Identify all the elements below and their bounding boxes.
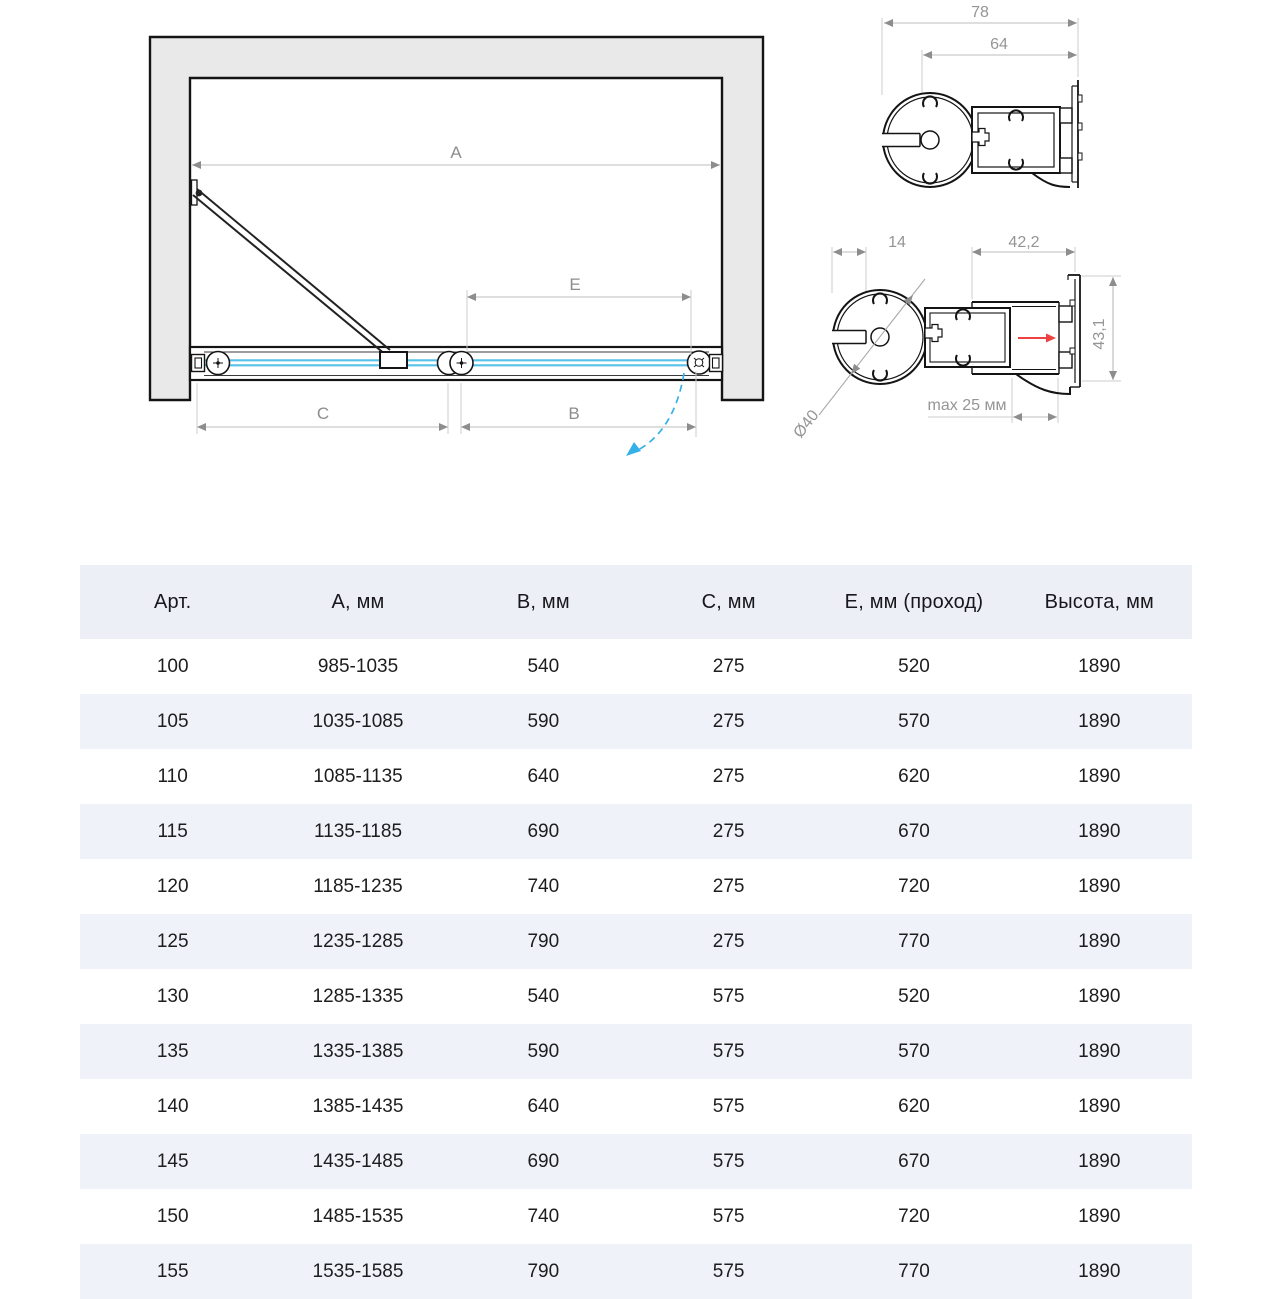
cell-e-mm: 620 xyxy=(898,765,930,787)
cell-art: 100 xyxy=(156,655,189,677)
technical-drawing xyxy=(0,0,1270,540)
dim-label-c: C xyxy=(316,404,330,423)
cell-a-mm: 985-1035 xyxy=(317,655,399,677)
cell-height-mm: 1890 xyxy=(1078,710,1121,732)
column-header-art: Арт. xyxy=(154,590,192,613)
tube-profile-bottom xyxy=(829,290,927,384)
rail-end-bracket-left xyxy=(192,355,205,372)
detail-section-bottom xyxy=(790,234,1121,441)
brace-bar xyxy=(197,189,390,350)
cell-e-mm: 670 xyxy=(898,820,930,842)
table-row xyxy=(80,914,1192,969)
cell-art: 110 xyxy=(157,765,188,787)
cell-a-mm: 1085-1135 xyxy=(313,765,403,787)
cell-c-mm: 275 xyxy=(712,655,745,677)
door-swing-arrowhead xyxy=(626,442,641,456)
brace-bar xyxy=(193,195,386,355)
cell-e-mm: 720 xyxy=(898,1205,930,1227)
column-header-height: Высота, мм xyxy=(1044,590,1154,613)
cell-c-mm: 275 xyxy=(712,820,745,842)
cell-height-mm: 1890 xyxy=(1078,765,1121,787)
tube-profile-top xyxy=(879,93,977,187)
box-profile-top xyxy=(972,107,1060,173)
cell-art: 135 xyxy=(156,1040,189,1062)
column-header-c: С, мм xyxy=(701,590,756,613)
cell-art: 130 xyxy=(156,985,189,1007)
cell-height-mm: 1890 xyxy=(1078,985,1121,1007)
table-row xyxy=(80,1024,1192,1079)
brace-clamp xyxy=(380,352,407,368)
cell-art: 150 xyxy=(156,1205,189,1227)
cell-a-mm: 1435-1485 xyxy=(312,1150,404,1172)
dim-78: 78 xyxy=(971,4,989,21)
dim-label-b: B xyxy=(568,404,580,423)
dim-42-2: 42,2 xyxy=(1008,234,1040,251)
cell-a-mm: 1035-1085 xyxy=(312,710,404,732)
cell-a-mm: 1185-1235 xyxy=(313,875,403,897)
cell-a-mm: 1235-1285 xyxy=(312,930,404,952)
cell-height-mm: 1890 xyxy=(1078,820,1121,842)
roller-middle xyxy=(438,352,474,375)
dim-max-25: max 25 мм xyxy=(927,397,1007,414)
table-row xyxy=(80,1189,1192,1244)
column-header-e: Е, мм (проход) xyxy=(844,590,984,613)
table-row xyxy=(80,1244,1192,1299)
cell-art: 125 xyxy=(156,930,189,952)
dim-64: 64 xyxy=(990,36,1008,53)
cell-c-mm: 575 xyxy=(712,1205,745,1227)
cell-b-mm: 590 xyxy=(527,1040,560,1062)
cell-height-mm: 1890 xyxy=(1078,1150,1121,1172)
cell-e-mm: 620 xyxy=(898,1095,930,1117)
table-row xyxy=(80,694,1192,749)
dim-43-1: 43,1 xyxy=(1091,318,1108,350)
door-swing-arrow xyxy=(636,373,684,451)
cell-b-mm: 590 xyxy=(527,710,560,732)
cell-e-mm: 770 xyxy=(898,930,930,952)
box-profile-bottom xyxy=(925,308,1010,367)
table-body xyxy=(80,639,1192,1299)
cell-e-mm: 570 xyxy=(898,1040,930,1062)
cell-b-mm: 740 xyxy=(527,1205,560,1227)
cell-height-mm: 1890 xyxy=(1078,1095,1121,1117)
plan-view xyxy=(150,37,763,456)
cell-b-mm: 790 xyxy=(527,1260,560,1282)
cell-a-mm: 1485-1535 xyxy=(312,1205,404,1227)
cell-c-mm: 275 xyxy=(712,930,745,952)
cell-b-mm: 640 xyxy=(527,765,560,787)
rail-end-bracket-right xyxy=(710,355,723,372)
cell-e-mm: 520 xyxy=(898,985,930,1007)
table-row xyxy=(80,804,1192,859)
table-header-row xyxy=(80,565,1192,639)
cell-art: 115 xyxy=(157,820,188,842)
cell-art: 145 xyxy=(156,1150,189,1172)
cell-height-mm: 1890 xyxy=(1078,1040,1121,1062)
cell-height-mm: 1890 xyxy=(1078,1260,1121,1282)
cell-e-mm: 570 xyxy=(898,710,930,732)
cell-b-mm: 740 xyxy=(527,875,560,897)
column-header-a: А, мм xyxy=(331,590,385,613)
adjust-arrow-head xyxy=(1046,334,1056,343)
cell-a-mm: 1535-1585 xyxy=(312,1260,404,1282)
table-row xyxy=(80,969,1192,1024)
cell-c-mm: 275 xyxy=(712,765,745,787)
cell-b-mm: 690 xyxy=(527,1150,560,1172)
cell-c-mm: 575 xyxy=(712,985,745,1007)
cell-art: 140 xyxy=(156,1095,189,1117)
cell-c-mm: 275 xyxy=(712,875,745,897)
plan-dimension-arrows xyxy=(192,161,720,431)
cell-height-mm: 1890 xyxy=(1078,1205,1121,1227)
cell-b-mm: 540 xyxy=(527,985,560,1007)
cell-a-mm: 1135-1185 xyxy=(313,820,403,842)
cell-height-mm: 1890 xyxy=(1078,930,1121,952)
table-row xyxy=(80,639,1192,694)
cell-b-mm: 790 xyxy=(527,930,560,952)
cell-b-mm: 640 xyxy=(527,1095,560,1117)
cell-art: 120 xyxy=(156,875,189,897)
cell-c-mm: 275 xyxy=(712,710,745,732)
cell-a-mm: 1285-1335 xyxy=(312,985,404,1007)
cell-c-mm: 575 xyxy=(712,1095,745,1117)
table-row xyxy=(80,859,1192,914)
dim-diameter-40: Ø40 xyxy=(790,407,823,442)
dim-label-e: E xyxy=(569,275,581,294)
profile-foot-curve xyxy=(1016,374,1070,394)
cell-e-mm: 670 xyxy=(898,1150,930,1172)
cell-b-mm: 690 xyxy=(527,820,560,842)
table-row xyxy=(80,1079,1192,1134)
cell-b-mm: 540 xyxy=(527,655,560,677)
wall-section xyxy=(150,37,763,400)
cell-c-mm: 575 xyxy=(712,1040,745,1062)
detail-top-arrows xyxy=(884,19,1077,59)
cell-a-mm: 1385-1435 xyxy=(312,1095,404,1117)
cell-e-mm: 770 xyxy=(898,1260,930,1282)
dim-label-a: A xyxy=(450,143,462,162)
table-row xyxy=(80,749,1192,804)
cell-art: 105 xyxy=(156,710,189,732)
cell-art: 155 xyxy=(156,1260,189,1282)
dim-14: 14 xyxy=(888,234,906,251)
brace-pivot xyxy=(196,190,203,197)
cell-e-mm: 720 xyxy=(898,875,930,897)
plan-dimensions xyxy=(192,165,720,437)
cell-a-mm: 1335-1385 xyxy=(312,1040,404,1062)
table-row xyxy=(80,1134,1192,1189)
detail-section-top xyxy=(879,4,1082,188)
profile-foot-curve xyxy=(1032,173,1070,187)
cell-height-mm: 1890 xyxy=(1078,875,1121,897)
cell-c-mm: 575 xyxy=(712,1260,745,1282)
roller-left xyxy=(207,352,230,375)
cell-c-mm: 575 xyxy=(712,1150,745,1172)
size-table xyxy=(80,565,1192,1299)
column-header-b: В, мм xyxy=(516,590,570,613)
cell-height-mm: 1890 xyxy=(1078,655,1121,677)
cell-e-mm: 520 xyxy=(898,655,930,677)
